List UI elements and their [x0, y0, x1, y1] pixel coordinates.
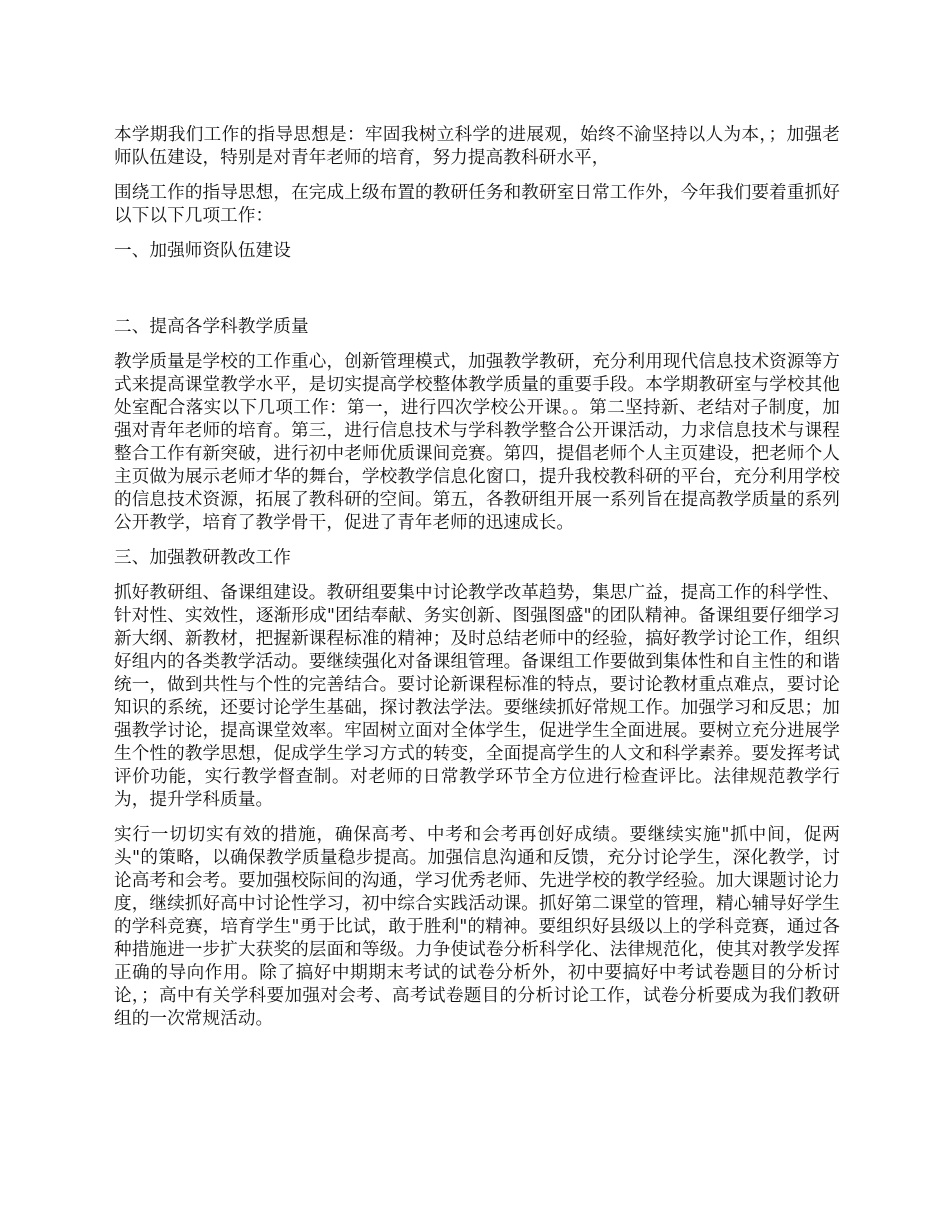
intro-paragraph-1: 本学期我们工作的指导思想是：牢固我树立科学的进展观，始终不渝坚持以人为本，；加强老师队伍建设，特别是对青年老师的培育，努力提高教科研水平，	[114, 125, 840, 168]
section-2-heading: 二、提高各学科教学质量	[114, 317, 309, 337]
section-3-heading: 三、加强教研教改工作	[114, 548, 291, 568]
intro-paragraph-2: 围绕工作的指导思想，在完成上级布置的教研任务和教研室日常工作外，今年我们要着重抓好以下以下几项工作：	[114, 183, 840, 226]
section-3-paragraph-2: 实行一切切实有效的措施，确保高考、中考和会考再创好成绩。要继续实施"抓中间，促两头"的策略，以确保教学质量稳步提高。加强信息沟通和反馈，充分讨论学生，深化教学，讨论高考和会考。要加强校际间的沟通，学习优秀老师、先进学校的教学经验。加大课题讨论力度，继续抓好高中讨论性学习，初中综合实践活动课。抓好第二课堂的管理，精心辅导好学生的学科竞赛，培育学生"勇于比试，敢于胜利"的精神。要组织好县级以上的学科竞赛，通过各种措施进一步扩大获奖的层面和等级。力争使试卷分析科学化、法律规范化，使其对教学发挥正确的导向作用。除了搞好中期期末考试的试卷分析外，初中要搞好中考试卷题目的分析讨论，；高中有关学科要加强对会考、高考试卷题目的分析讨论工作，试卷分析要成为我们教研组的一次常规活动。	[114, 825, 840, 1029]
section-2-paragraph-1: 教学质量是学校的工作重心，创新管理模式，加强教学教研，充分利用现代信息技术资源等方式来提高课堂教学水平，是切实提高学校整体教学质量的重要手段。本学期教研室与学校其他处室配合落实以下几项工作：第一，进行四次学校公开课。。第二坚持新、老结对子制度，加强对青年老师的培育。第三，进行信息技术与学科教学整合公开课活动，力求信息技术与课程整合工作有新突破，进行初中老师优质课间竞赛。第四，提倡老师个人主页建设，把老师个人主页做为展示老师才华的舞台，学校教学信息化窗口，提升我校教科研的平台，充分利用学校的信息技术资源，拓展了教科研的空间。第五，各教研组开展一系列旨在提高教学质量的系列公开教学，培育了教学骨干，促进了青年老师的迅速成长。	[114, 352, 840, 533]
section-3-paragraph-1: 抓好教研组、备课组建设。教研组要集中讨论教学改革趋势，集思广益，提高工作的科学性、针对性、实效性，逐渐形成"团结奉献、务实创新、图强图盛"的团队精神。备课组要仔细学习新大纲、新教材，把握新课程标准的精神；及时总结老师中的经验，搞好教学讨论工作，组织好组内的各类教学活动。要继续强化对备课组管理。备课组工作要做到集体性和自主性的和谐统一，做到共性与个性的完善结合。要讨论新课程标准的特点，要讨论教材重点难点，要讨论知识的系统，还要讨论学生基础，探讨教法学法。要继续抓好常规工作。加强学习和反思；加强教学讨论，提高课堂效率。牢固树立面对全体学生，促进学生全面进展。要树立充分进展学生个性的教学思想，促成学生学习方式的转变，全面提高学生的人文和科学素养。要发挥考试评价功能，实行教学督查制。对老师的日常教学环节全方位进行检查评比。法律规范教学行为，提升学科质量。	[114, 583, 840, 810]
document-body	[114, 124, 840, 1043]
blank-space	[114, 275, 840, 316]
section-1-heading: 一、加强师资队伍建设	[114, 241, 291, 261]
